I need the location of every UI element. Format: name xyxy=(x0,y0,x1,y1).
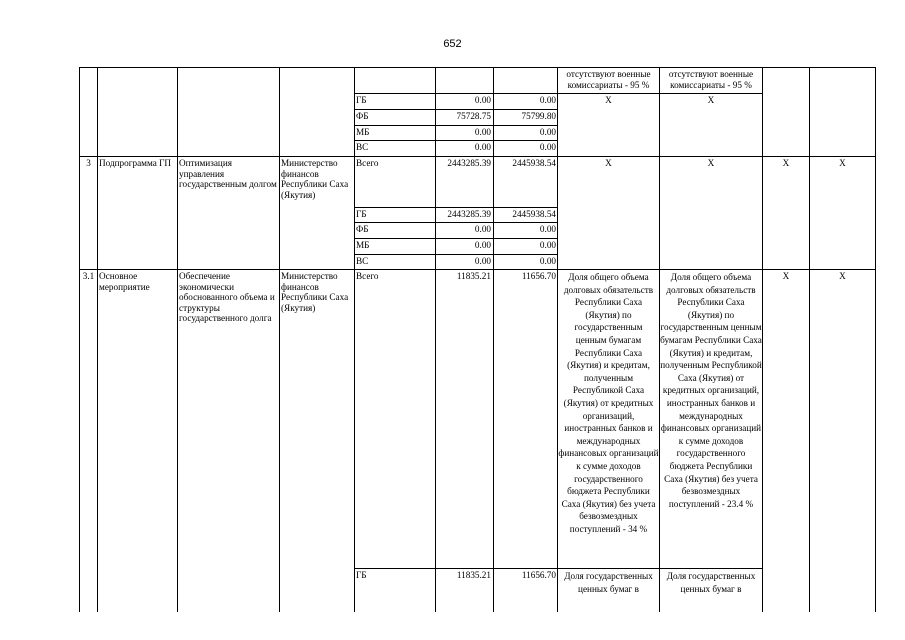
page-number: 652 xyxy=(443,38,462,50)
row-number: 3 xyxy=(86,158,91,168)
value-fact: 2445938.54 xyxy=(512,158,556,168)
value-plan: 2443285.39 xyxy=(447,209,491,219)
value-fact: 75799.80 xyxy=(521,111,556,121)
col-line xyxy=(177,67,178,612)
row-line xyxy=(354,254,558,255)
row-name: Оптимизация управления государственным долгом xyxy=(179,158,277,189)
col-line xyxy=(354,67,355,612)
row-name: Обеспечение экономически обоснованного объема и структуры государственного долга xyxy=(179,271,275,323)
row-executor: Министерство финансов Республики Саха (Якутия) xyxy=(281,158,349,200)
row-line xyxy=(354,125,558,126)
row-type: Основное мероприятие xyxy=(99,271,150,292)
source-label: ВС xyxy=(356,142,369,152)
value-plan: 0.00 xyxy=(474,240,491,250)
value-fact: 0.00 xyxy=(539,224,556,234)
col8-mark: Х xyxy=(605,158,612,168)
col10-mark: Х xyxy=(782,158,790,168)
row-line xyxy=(354,109,558,110)
value-fact: 0.00 xyxy=(539,240,556,250)
row-type: Подпрограмма ГП xyxy=(99,158,172,168)
value-plan: 0.00 xyxy=(474,127,491,137)
row-line xyxy=(354,222,558,223)
value-fact: 0.00 xyxy=(539,95,556,105)
row-executor: Министерство финансов Республики Саха (Якутия) xyxy=(281,271,349,313)
value-fact: 0.00 xyxy=(539,256,556,266)
col-line xyxy=(79,67,80,612)
row-line xyxy=(79,269,876,270)
row-line xyxy=(354,207,558,208)
value-plan: 11835.21 xyxy=(456,271,491,281)
value-plan: 2443285.39 xyxy=(447,158,491,168)
source-label: МБ xyxy=(356,127,370,137)
row-number: 3.1 xyxy=(82,271,95,281)
col10-mark: Х xyxy=(782,271,790,281)
col-line xyxy=(279,67,280,612)
row-line xyxy=(79,67,876,68)
row-line xyxy=(354,93,763,94)
source-label: ГБ xyxy=(356,209,367,219)
row-line xyxy=(354,568,763,569)
source-label: МБ xyxy=(356,240,370,250)
value-plan: 0.00 xyxy=(474,95,491,105)
value-fact: 0.00 xyxy=(539,127,556,137)
indicator-col9-gb: Доля государственных ценных бумаг в xyxy=(666,571,756,594)
row-line xyxy=(354,238,558,239)
col-line xyxy=(809,67,810,612)
value-plan: 0.00 xyxy=(474,224,491,234)
col-line xyxy=(97,67,98,612)
col9-mark: Х xyxy=(707,158,715,168)
indicator-col9-top: отсутствуют военные комиссариаты - 95 % xyxy=(668,69,754,90)
indicator-col8-top: отсутствуют военные комиссариаты - 95 % xyxy=(566,69,651,90)
col-line xyxy=(762,67,763,612)
row-line xyxy=(354,140,558,141)
value-plan: 0.00 xyxy=(474,256,491,266)
source-label: Всего xyxy=(356,271,379,281)
indicator-col8-gb: Доля государственных ценных бумаг в xyxy=(564,571,653,594)
col8-mark: Х xyxy=(605,95,612,105)
value-plan: 11835.21 xyxy=(456,570,491,580)
value-plan: 75728.75 xyxy=(456,111,491,121)
source-label: ГБ xyxy=(356,570,367,580)
value-fact: 11656.70 xyxy=(521,271,556,281)
value-fact: 11656.70 xyxy=(521,570,556,580)
source-label: ГБ xyxy=(356,95,367,105)
col11-mark: Х xyxy=(839,158,846,168)
source-label: ФБ xyxy=(356,224,369,234)
value-plan: 0.00 xyxy=(474,142,491,152)
value-fact: 0.00 xyxy=(539,142,556,152)
value-fact: 2445938.54 xyxy=(512,209,556,219)
col-line xyxy=(875,67,876,612)
source-label: ФБ xyxy=(356,111,369,121)
source-label: Всего xyxy=(356,158,379,168)
col11-mark: Х xyxy=(839,271,846,281)
col9-mark: Х xyxy=(707,95,715,105)
indicator-col9: Доля общего объема долговых обязательств Республики Саха (Якутия) по государственным ценным бумагам Республики Саха (Якутия) и кредитам, полученным Республикой Саха (Якутия) от кредитных организаций, иностранных банков и международных финансовых организаций к сумме доходов государственного бюджета Республики Саха (Якутия) без учета безвозмездных поступлений - 23.4 % xyxy=(660,272,762,509)
source-label: ВС xyxy=(356,256,369,266)
row-line xyxy=(79,156,876,157)
indicator-col8: Доля общего объема долговых обязательств Республики Саха (Якутия) по государственным ценным бумагам Республики Саха (Якутия) и кредитам, полученным Республикой Саха (Якутия) от кредитных организаций, иностранных банков и международных финансовых организаций к сумме доходов государственного бюджета Республики Саха (Якутия) без учета безвозмездных поступлений - 34 % xyxy=(558,272,659,534)
